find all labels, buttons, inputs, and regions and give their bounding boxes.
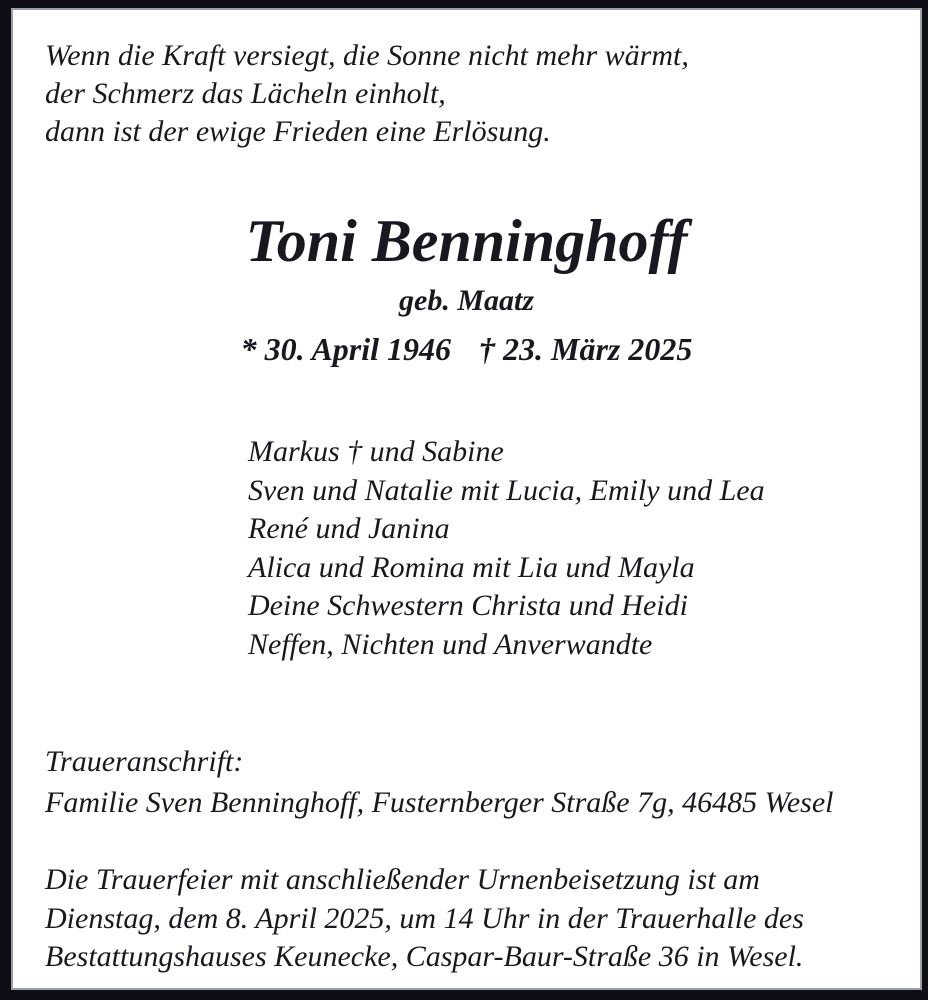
verse-line: Wenn die Kraft versiegt, die Sonne nicht mehr wärmt, [45,39,689,72]
deceased-name: Toni Benninghoff [245,208,688,274]
death-date: † 23. März 2025 [479,331,693,367]
mourners-list [248,433,765,664]
birth-date: * 30. April 1946 [240,331,452,367]
funeral-details [45,861,804,977]
mourner-line: René und Janina [248,512,450,545]
opening-verse [45,37,689,151]
funeral-line: Bestattungshauses Keunecke, Caspar-Baur-Straße 36 in Wesel. [45,940,804,973]
mourner-line: Sven und Natalie mit Lucia, Emily und Lea [248,473,765,507]
mourner-line: Alica und Romina mit Lia und Mayla [248,550,695,584]
maiden-name: geb. Maatz [399,284,534,317]
life-dates [13,329,920,369]
mourner-line: Markus † und Sabine [248,435,504,468]
mourning-address-line: Familie Sven Benninghoff, Fusternberger Straße 7g, 46485 Wesel [45,786,834,819]
verse-line: der Schmerz das Lächeln einholt, [45,77,446,110]
funeral-line: Dienstag, dem 8. April 2025, um 14 Uhr in der Trauerhalle des [45,901,804,935]
mourning-address-label: Traueranschrift: [45,745,244,778]
mourning-address [45,741,833,823]
funeral-line: Die Trauerfeier mit anschließender Urnenbeisetzung ist am [45,863,760,896]
mourner-line: Neffen, Nichten und Anverwandte [248,627,653,661]
verse-line: dann ist der ewige Frieden eine Erlösung. [45,115,551,148]
mourner-line: Deine Schwestern Christa und Heidi [248,589,688,622]
